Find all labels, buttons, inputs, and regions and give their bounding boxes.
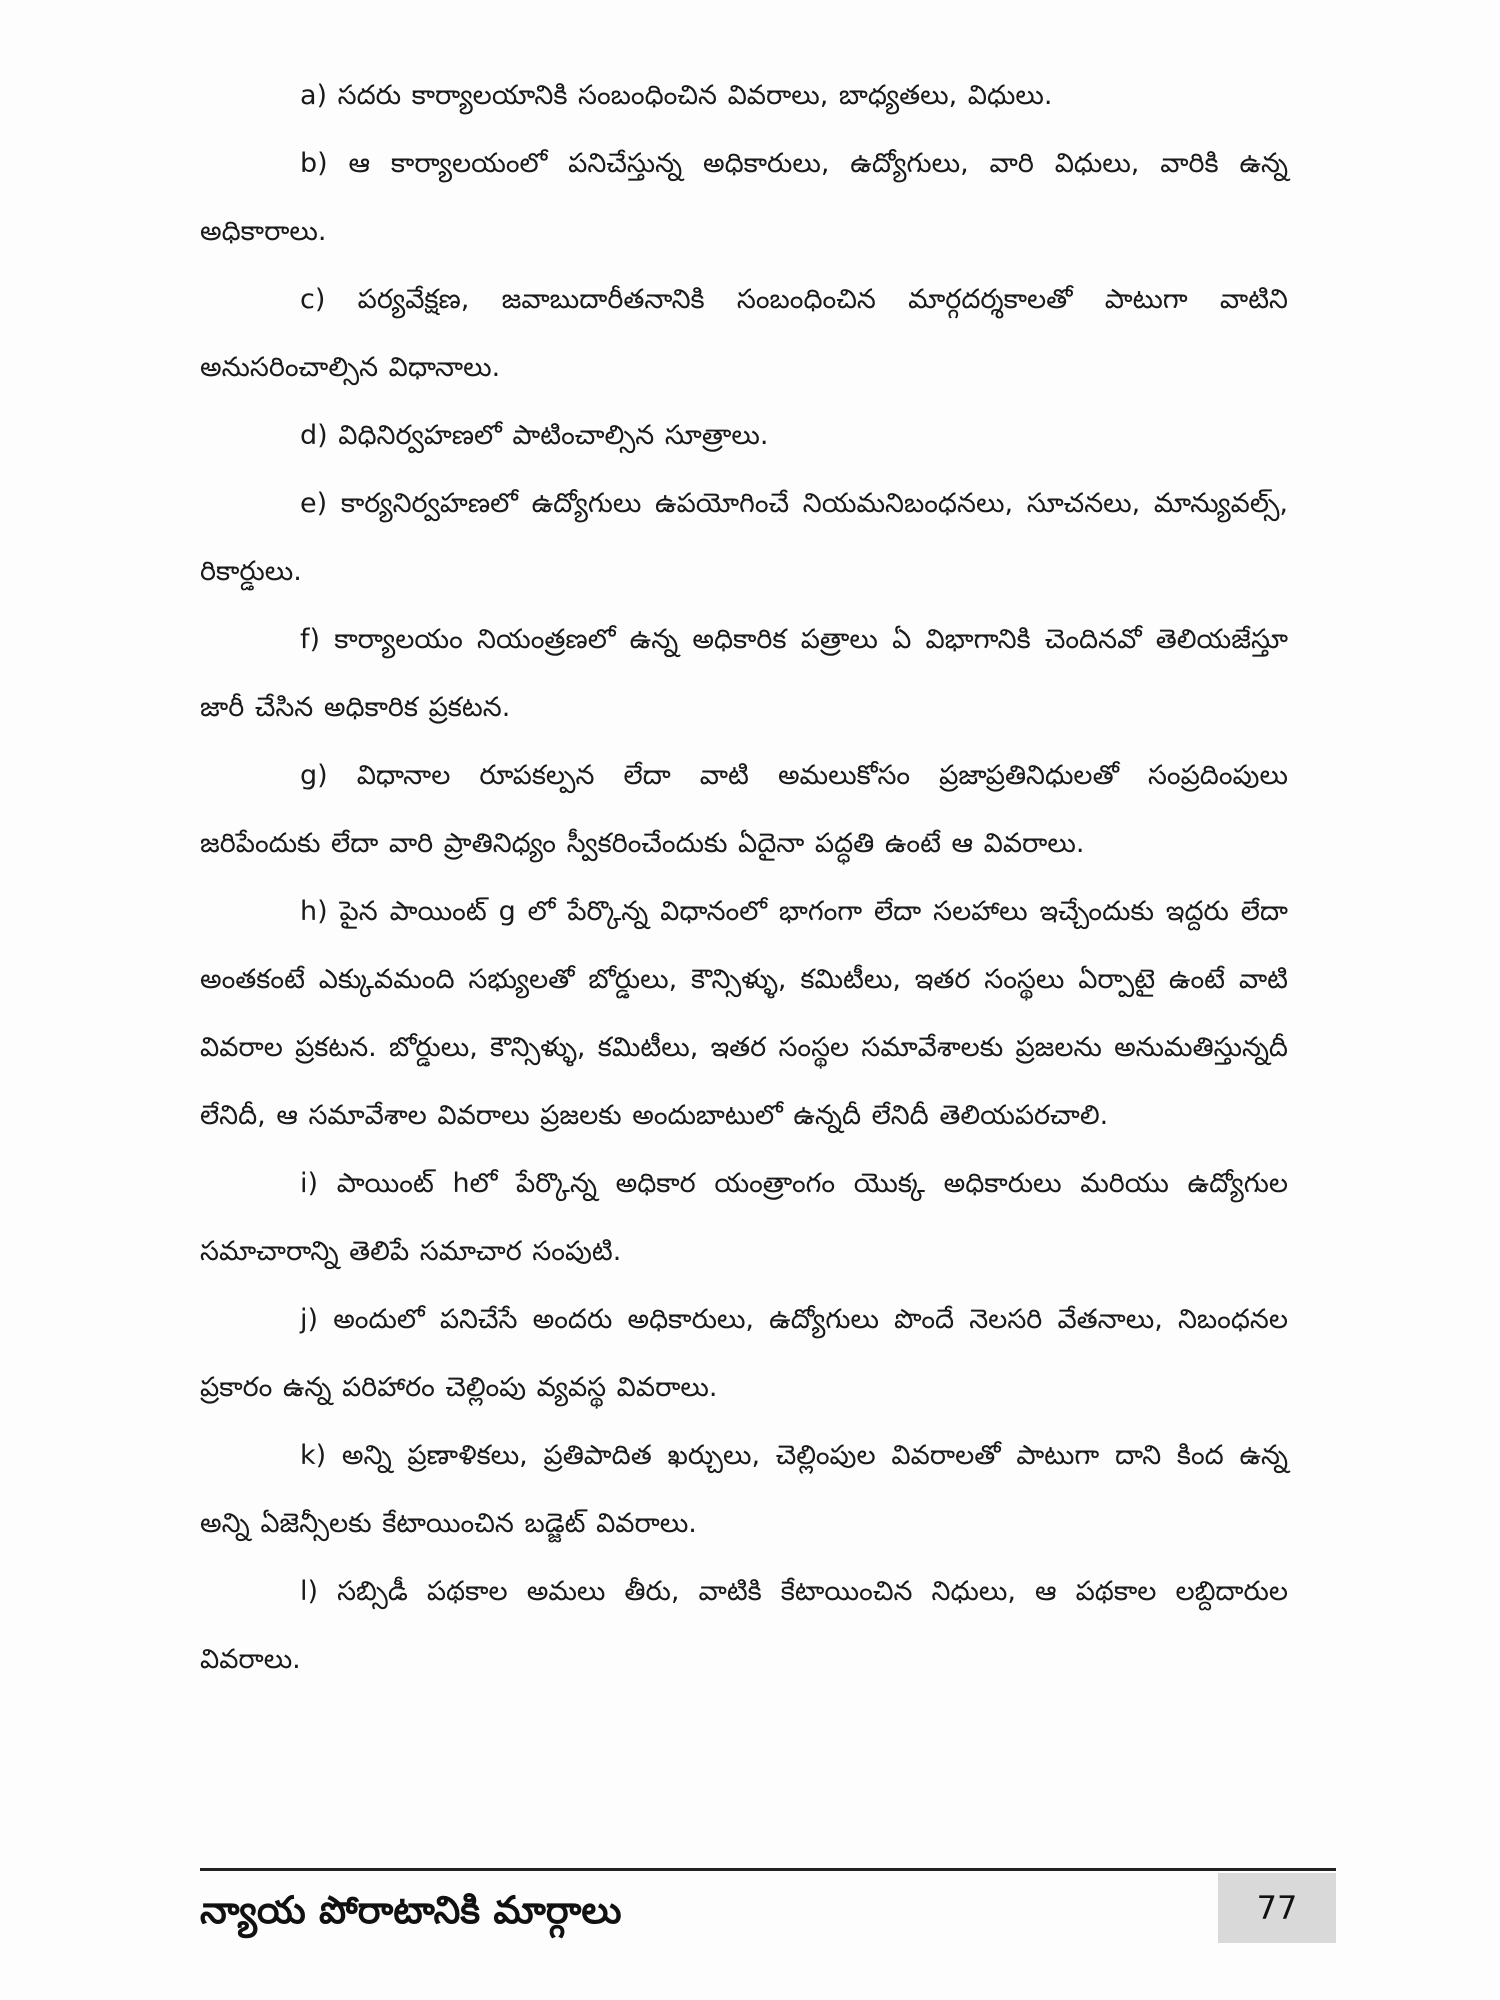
page-number-box [1218, 1873, 1336, 1943]
paragraph-b: b) ఆ కార్యాలయంలో పనిచేస్తున్న అధికారులు, ఉద్యోగులు, వారి విధులు, వారికి ఉన్న అధికారాలు. [200, 148, 1288, 247]
paragraph-g: g) విధానాల రూపకల్పన లేదా వాటి అమలుకోసం ప్రజాప్రతినిధులతో సంప్రదింపులు జరిపేందుకు లేదా వారి ప్రాతినిధ్యం స్వీకరించేందుకు ఏదైనా పద్ధతి ఉంటే ఆ వివరాలు. [200, 760, 1288, 859]
paragraph-e: e) కార్యనిర్వహణలో ఉద్యోగులు ఉపయోగించే నియమనిబంధనలు, సూచనలు, మాన్యువల్స్, రికార్డులు. [200, 488, 1288, 587]
paragraph-l: l) సబ్సిడీ పథకాల అమలు తీరు, వాటికి కేటాయించిన నిధులు, ఆ పథకాల లబ్దిదారుల వివరాలు. [200, 1576, 1288, 1675]
paragraph-c: c) పర్యవేక్షణ, జవాబుదారీతనానికి సంబంధించిన మార్గదర్శకాలతో పాటుగా వాటిని అనుసరించాల్సిన విధానాలు. [200, 284, 1288, 383]
paragraph-h: h) పైన పాయింట్ g లో పేర్కొన్న విధానంలో భాగంగా లేదా సలహాలు ఇచ్చేందుకు ఇద్దరు లేదా అంతకంటే ఎక్కువమంది సభ్యులతో బోర్డులు, కౌన్సిళ్ళు, కమిటీలు, ఇతర సంస్థలు ఏర్పాటై ఉంటే వాటి వివరాల ప్రకటన. బోర్డులు, కౌన్సిళ్ళు, కమిటీలు, ఇతర సంస్థల సమావేశాలకు ప్రజలను అనుమతిస్తున్నదీ లేనిదీ, ఆ సమావేశాల వివరాలు ప్రజలకు అందుబాటులో ఉన్నదీ లేనిదీ తెలియపరచాలి. [200, 896, 1288, 1131]
paragraph-f: f) కార్యాలయం నియంత్రణలో ఉన్న అధికారిక పత్రాలు ఏ విభాగానికి చెందినవో తెలియజేస్తూ జారీ చేసిన అధికారిక ప్రకటన. [200, 624, 1288, 723]
body-text [200, 62, 1288, 1694]
footer-divider [200, 1868, 1336, 1871]
page-number: 77 [1256, 1889, 1298, 1927]
paragraph-j: j) అందులో పనిచేసే అందరు అధికారులు, ఉద్యోగులు పొందే నెలసరి వేతనాలు, నిబంధనల ప్రకారం ఉన్న పరిహారం చెల్లింపు వ్యవస్థ వివరాలు. [200, 1304, 1288, 1403]
footer-book-title: న్యాయ పోరాటానికి మార్గాలు [200, 1888, 622, 1932]
paragraph-a: a) సదరు కార్యాలయానికి సంబంధించిన వివరాలు, బాధ్యతలు, విధులు. [300, 80, 1053, 111]
paragraph-d: d) విధినిర్వహణలో పాటించాల్సిన సూత్రాలు. [300, 420, 769, 451]
paragraph-k: k) అన్ని ప్రణాళికలు, ప్రతిపాదిత ఖర్చులు, చెల్లింపుల వివరాలతో పాటుగా దాని కింద ఉన్న అన్ని ఏజెన్సీలకు కేటాయించిన బడ్జెట్ వివరాలు. [200, 1440, 1288, 1539]
paragraph-i: i) పాయింట్ hలో పేర్కొన్న అధికార యంత్రాంగం యొక్క అధికారులు మరియు ఉద్యోగుల సమాచారాన్ని తెలిపే సమాచార సంపుటి. [200, 1168, 1288, 1267]
